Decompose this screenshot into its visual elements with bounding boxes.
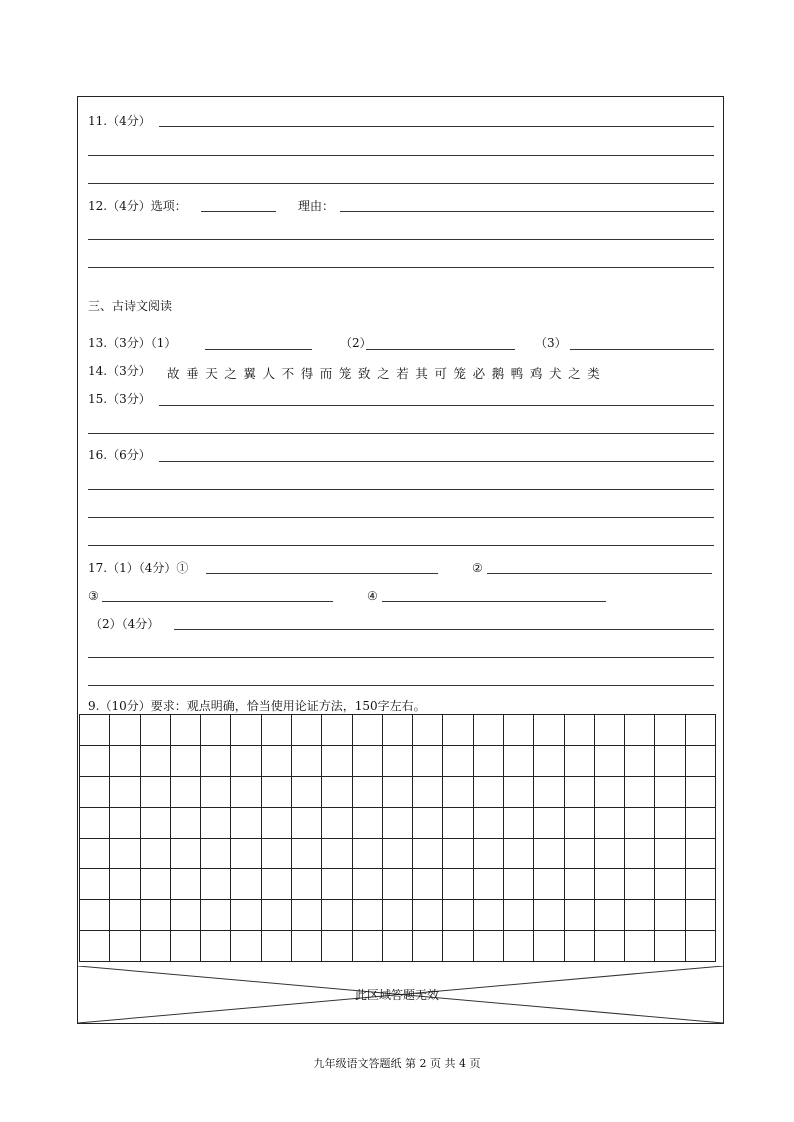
q12-line-2[interactable] [88,239,714,240]
q17-blank-4-marker: ④ [367,589,378,603]
grid-cell[interactable] [200,838,230,869]
grid-cell[interactable] [442,745,472,776]
grid-cell[interactable] [200,868,230,899]
grid-cell[interactable] [352,714,382,745]
q17-part1-label: 17.（1）（4分）① [88,561,189,575]
grid-cell[interactable] [594,930,624,961]
grid-cell[interactable] [654,868,684,899]
grid-cell[interactable] [624,899,654,930]
grid-cell[interactable] [503,930,533,961]
q13-part2-label: （2） [340,336,372,350]
grid-cell[interactable] [291,899,321,930]
q15-line-1[interactable] [159,405,714,406]
grid-cell[interactable] [382,838,412,869]
grid-cell[interactable] [200,899,230,930]
grid-cell[interactable] [564,807,594,838]
grid-cell[interactable] [442,930,472,961]
q17-part2-line-1[interactable] [174,629,714,630]
grid-cell[interactable] [533,714,563,745]
grid-cell[interactable] [382,868,412,899]
grid-cell[interactable] [503,714,533,745]
grid-cell[interactable] [685,899,715,930]
q11-line-3[interactable] [88,183,714,184]
grid-cell[interactable] [442,776,472,807]
grid-cell[interactable] [654,714,684,745]
q17-part2-label: （2）（4分） [90,617,160,631]
grid-cell[interactable] [291,714,321,745]
grid-cell[interactable] [321,776,351,807]
q11-label: 11.（4分） [88,114,151,128]
grid-cell[interactable] [624,745,654,776]
q17-blank-4[interactable] [382,601,606,602]
grid-cell[interactable] [79,838,109,869]
q17-part2-line-3[interactable] [88,685,714,686]
grid-cell[interactable] [261,807,291,838]
grid-cell[interactable] [624,930,654,961]
grid-cell[interactable] [685,776,715,807]
q17-blank-2[interactable] [487,573,712,574]
grid-cell[interactable] [261,899,291,930]
grid-cell[interactable] [321,807,351,838]
grid-cell[interactable] [170,930,200,961]
q17-blank-3-marker: ③ [88,589,99,603]
grid-cell[interactable] [230,930,260,961]
grid-cell[interactable] [533,745,563,776]
grid-cell[interactable] [109,899,139,930]
q15-label: 15.（3分） [88,392,151,406]
grid-cell[interactable] [654,838,684,869]
grid-cell[interactable] [412,745,442,776]
q13-blank-3[interactable] [570,349,714,350]
grid-cell[interactable] [170,838,200,869]
grid-cell[interactable] [230,838,260,869]
grid-cell[interactable] [503,807,533,838]
grid-cell[interactable] [654,899,684,930]
grid-cell[interactable] [321,714,351,745]
grid-cell[interactable] [533,776,563,807]
grid-cell[interactable] [352,745,382,776]
grid-cell[interactable] [473,838,503,869]
q15-line-2[interactable] [88,433,714,434]
grid-cell[interactable] [109,714,139,745]
grid-cell[interactable] [412,838,442,869]
grid-cell[interactable] [624,807,654,838]
writing-grid[interactable] [79,714,716,962]
grid-cell[interactable] [291,838,321,869]
grid-cell[interactable] [291,745,321,776]
grid-cell[interactable] [442,868,472,899]
grid-cell[interactable] [140,838,170,869]
grid-cell[interactable] [503,745,533,776]
q11-line-2[interactable] [88,155,714,156]
grid-cell[interactable] [230,776,260,807]
grid-cell[interactable] [79,776,109,807]
section-3-heading: 三、古诗文阅读 [88,299,173,313]
grid-cell[interactable] [442,838,472,869]
grid-cell[interactable] [473,930,503,961]
q16-line-3[interactable] [88,517,714,518]
grid-cell[interactable] [624,838,654,869]
grid-cell[interactable] [170,745,200,776]
grid-cell[interactable] [533,868,563,899]
q12-label: 12.（4分）选项： [88,199,187,213]
grid-cell[interactable] [352,930,382,961]
grid-cell[interactable] [321,838,351,869]
grid-cell[interactable] [442,714,472,745]
grid-cell[interactable] [564,838,594,869]
grid-cell[interactable] [412,807,442,838]
grid-cell[interactable] [321,868,351,899]
page-footer: 九年级语文答题纸 第 2 页 共 4 页 [313,1057,481,1070]
q16-label: 16.（6分） [88,448,151,462]
grid-cell[interactable] [624,776,654,807]
grid-cell[interactable] [321,899,351,930]
grid-cell[interactable] [79,868,109,899]
grid-cell[interactable] [109,930,139,961]
grid-cell[interactable] [624,868,654,899]
grid-cell[interactable] [109,776,139,807]
grid-cell[interactable] [412,714,442,745]
q11-line-1[interactable] [159,126,714,127]
grid-cell[interactable] [352,838,382,869]
grid-cell[interactable] [200,807,230,838]
q9-label: 9.（10分）要求：观点明确，恰当使用论证方法，150字左右。 [88,699,426,713]
grid-cell[interactable] [533,838,563,869]
q12-option-blank[interactable] [201,211,276,212]
grid-cell[interactable] [170,868,200,899]
grid-cell[interactable] [352,899,382,930]
grid-cell[interactable] [291,930,321,961]
grid-cell[interactable] [170,899,200,930]
grid-cell[interactable] [473,868,503,899]
grid-cell[interactable] [352,776,382,807]
grid-cell[interactable] [200,930,230,961]
grid-cell[interactable] [473,745,503,776]
grid-cell[interactable] [382,776,412,807]
q17-blank-3[interactable] [102,601,333,602]
grid-cell[interactable] [79,899,109,930]
q13-label: 13.（3分）（1） [88,336,177,350]
grid-cell[interactable] [79,714,109,745]
grid-cell[interactable] [594,807,624,838]
grid-cell[interactable] [382,930,412,961]
grid-cell[interactable] [170,776,200,807]
q16-line-2[interactable] [88,489,714,490]
grid-cell[interactable] [109,868,139,899]
grid-cell[interactable] [564,868,594,899]
grid-cell[interactable] [200,745,230,776]
grid-cell[interactable] [79,930,109,961]
grid-cell[interactable] [291,776,321,807]
q13-part3-label: （3） [535,336,567,350]
grid-cell[interactable] [442,807,472,838]
q13-blank-2[interactable] [366,349,515,350]
grid-cell[interactable] [473,807,503,838]
grid-cell[interactable] [109,807,139,838]
grid-cell[interactable] [654,930,684,961]
grid-cell[interactable] [79,807,109,838]
grid-cell[interactable] [654,745,684,776]
q17-blank-1[interactable] [206,573,438,574]
grid-cell[interactable] [473,776,503,807]
grid-cell[interactable] [200,776,230,807]
invalid-zone-text: 此区域答题无效 [354,988,439,1002]
grid-cell[interactable] [442,899,472,930]
grid-cell[interactable] [685,714,715,745]
grid-cell[interactable] [594,838,624,869]
grid-cell[interactable] [564,930,594,961]
grid-cell[interactable] [564,745,594,776]
grid-cell[interactable] [109,745,139,776]
grid-cell[interactable] [382,807,412,838]
grid-cell[interactable] [594,745,624,776]
q17-blank-2-marker: ② [472,561,483,575]
grid-cell[interactable] [321,745,351,776]
grid-cell[interactable] [230,807,260,838]
grid-cell[interactable] [564,714,594,745]
grid-cell[interactable] [170,807,200,838]
grid-cell[interactable] [533,899,563,930]
grid-cell[interactable] [685,807,715,838]
grid-cell[interactable] [533,930,563,961]
q17-part2-line-2[interactable] [88,657,714,658]
grid-cell[interactable] [261,930,291,961]
grid-cell[interactable] [564,899,594,930]
grid-cell[interactable] [654,807,684,838]
grid-cell[interactable] [140,868,170,899]
q12-line-3[interactable] [88,267,714,268]
q12-reason-line[interactable] [340,211,714,212]
grid-cell[interactable] [79,745,109,776]
grid-cell[interactable] [140,930,170,961]
q13-blank-1[interactable] [205,349,312,350]
grid-cell[interactable] [654,776,684,807]
grid-cell[interactable] [261,868,291,899]
grid-cell[interactable] [140,745,170,776]
grid-cell[interactable] [382,899,412,930]
grid-cell[interactable] [140,776,170,807]
grid-cell[interactable] [503,838,533,869]
q14-passage: 故垂天之翼人不得而笼致之若其可笼必鹅鸭鸡犬之类 [167,366,607,381]
grid-cell[interactable] [109,838,139,869]
grid-cell[interactable] [200,714,230,745]
grid-cell[interactable] [473,714,503,745]
grid-cell[interactable] [412,899,442,930]
grid-cell[interactable] [412,776,442,807]
grid-cell[interactable] [321,930,351,961]
grid-cell[interactable] [261,714,291,745]
grid-cell[interactable] [473,899,503,930]
grid-cell[interactable] [261,838,291,869]
grid-cell[interactable] [352,807,382,838]
grid-cell[interactable] [230,714,260,745]
grid-cell[interactable] [503,776,533,807]
grid-cell[interactable] [261,776,291,807]
grid-cell[interactable] [352,868,382,899]
grid-cell[interactable] [685,838,715,869]
q14-label: 14.（3分） [88,364,151,378]
grid-cell[interactable] [594,868,624,899]
grid-cell[interactable] [594,776,624,807]
grid-cell[interactable] [140,714,170,745]
grid-cell[interactable] [230,745,260,776]
grid-cell[interactable] [230,899,260,930]
grid-cell[interactable] [685,930,715,961]
grid-cell[interactable] [412,930,442,961]
q16-line-4[interactable] [88,545,714,546]
grid-cell[interactable] [291,868,321,899]
grid-cell[interactable] [140,899,170,930]
grid-cell[interactable] [685,745,715,776]
q16-line-1[interactable] [159,461,714,462]
q12-reason-label: 理由： [298,199,335,213]
grid-cell[interactable] [564,776,594,807]
grid-cell[interactable] [503,899,533,930]
grid-cell[interactable] [624,714,654,745]
grid-cell[interactable] [594,899,624,930]
grid-cell[interactable] [382,745,412,776]
grid-cell[interactable] [685,868,715,899]
grid-cell[interactable] [170,714,200,745]
grid-cell[interactable] [412,868,442,899]
grid-cell[interactable] [261,745,291,776]
grid-cell[interactable] [230,868,260,899]
grid-cell[interactable] [382,714,412,745]
grid-cell[interactable] [533,807,563,838]
grid-cell[interactable] [503,868,533,899]
grid-cell[interactable] [291,807,321,838]
grid-cell[interactable] [594,714,624,745]
grid-cell[interactable] [140,807,170,838]
